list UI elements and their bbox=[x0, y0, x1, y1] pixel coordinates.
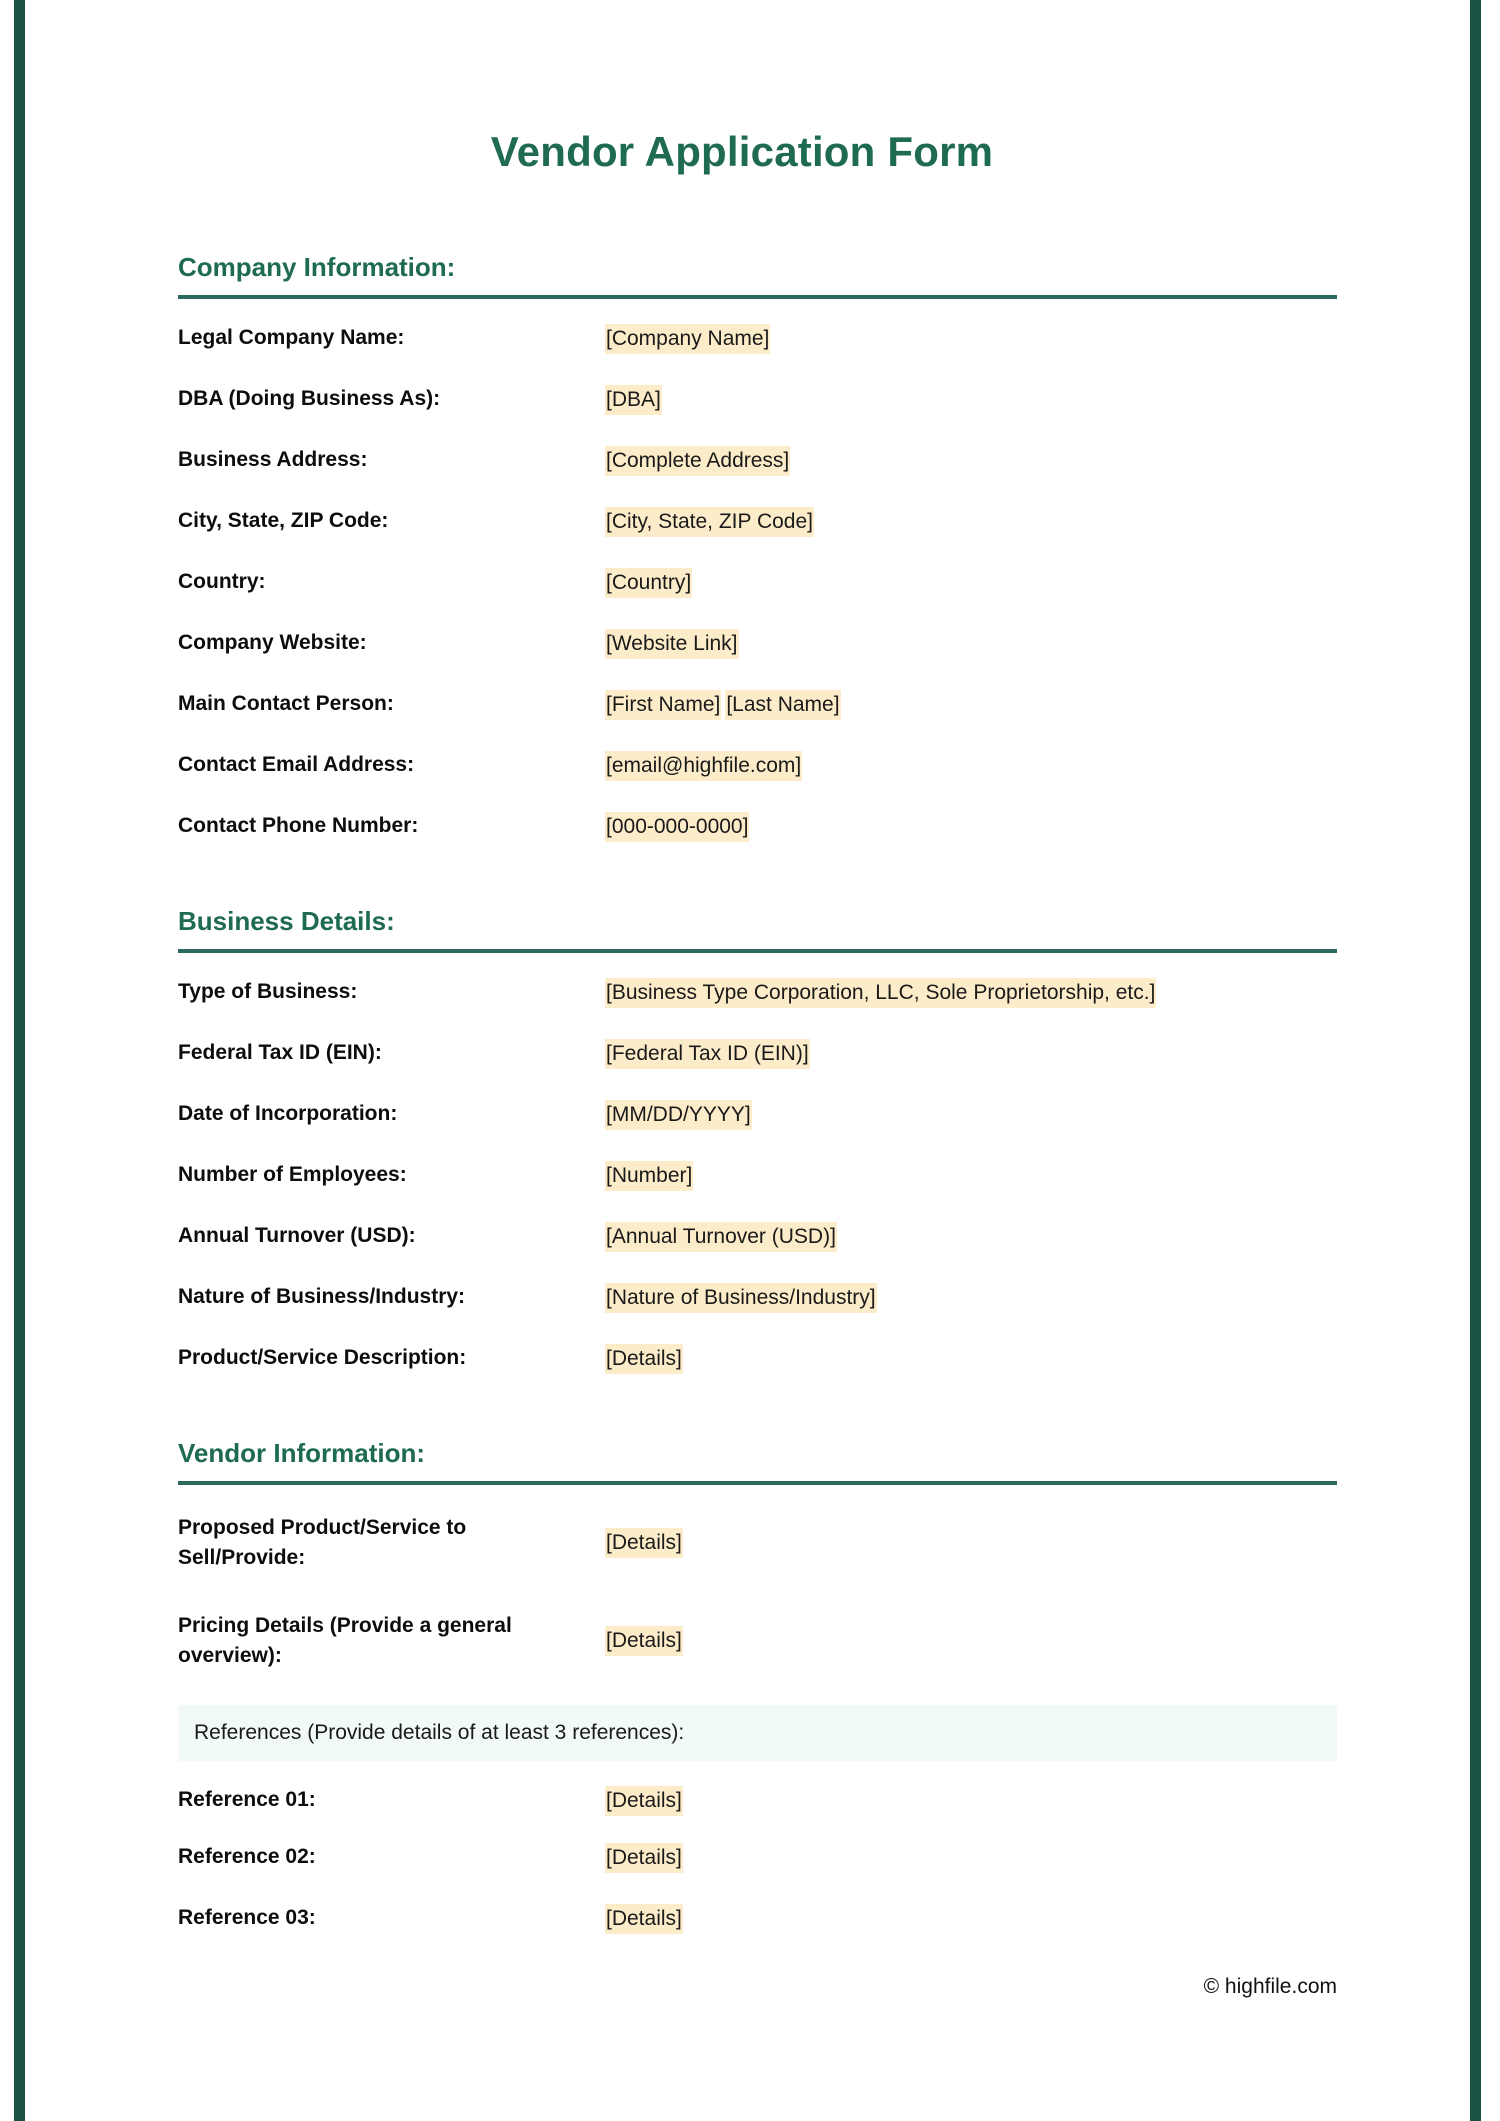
section-company-information bbox=[178, 252, 1337, 856]
field-value-first-name: [First Name] bbox=[605, 690, 721, 720]
field-row-reference-01 bbox=[178, 1765, 1337, 1826]
field-value[interactable] bbox=[605, 1786, 1337, 1815]
field-label: Country: bbox=[178, 570, 266, 594]
field-value[interactable] bbox=[605, 507, 1337, 536]
field-label: Company Website: bbox=[178, 631, 367, 655]
field-row-dba bbox=[178, 368, 1337, 429]
field-row-reference-02 bbox=[178, 1826, 1337, 1887]
field-value[interactable] bbox=[605, 1039, 1337, 1068]
field-label: Contact Phone Number: bbox=[178, 814, 419, 838]
field-row-annual-turnover bbox=[178, 1205, 1337, 1266]
field-row-reference-03 bbox=[178, 1887, 1337, 1948]
field-value[interactable] bbox=[605, 385, 1337, 414]
field-value[interactable] bbox=[605, 1528, 1337, 1557]
section-divider bbox=[178, 949, 1337, 953]
field-value-text: [Business Type Corporation, LLC, Sole Proprietorship, etc.] bbox=[605, 978, 1156, 1008]
field-row-number-of-employees bbox=[178, 1144, 1337, 1205]
section-business-details bbox=[178, 906, 1337, 1388]
field-label: DBA (Doing Business As): bbox=[178, 387, 441, 411]
field-value[interactable] bbox=[605, 1843, 1337, 1872]
field-value[interactable] bbox=[605, 812, 1337, 841]
section-heading-business-details: Business Details: bbox=[178, 906, 395, 936]
field-value-text: [Federal Tax ID (EIN)] bbox=[605, 1039, 810, 1069]
field-value[interactable] bbox=[605, 1161, 1337, 1190]
field-value[interactable] bbox=[605, 1100, 1337, 1129]
field-label: Product/Service Description: bbox=[178, 1346, 467, 1370]
field-value-text: [Details] bbox=[605, 1904, 683, 1934]
field-list-vendor-information bbox=[178, 1493, 1337, 1689]
field-list-references bbox=[178, 1765, 1337, 1948]
section-heading-company-information: Company Information: bbox=[178, 252, 456, 282]
field-label: Reference 01: bbox=[178, 1788, 316, 1812]
field-label: Contact Email Address: bbox=[178, 753, 415, 777]
field-value[interactable] bbox=[605, 324, 1337, 353]
field-value-text: [Nature of Business/Industry] bbox=[605, 1283, 877, 1313]
field-label: City, State, ZIP Code: bbox=[178, 509, 389, 533]
field-value-text: [Complete Address] bbox=[605, 446, 790, 476]
section-heading-vendor-information: Vendor Information: bbox=[178, 1438, 425, 1468]
field-row-contact-phone bbox=[178, 795, 1337, 856]
field-row-legal-company-name bbox=[178, 307, 1337, 368]
field-label: Type of Business: bbox=[178, 980, 358, 1004]
field-row-nature-of-business bbox=[178, 1266, 1337, 1327]
field-row-date-of-incorporation bbox=[178, 1083, 1337, 1144]
field-value-text: [DBA] bbox=[605, 385, 662, 415]
field-list-company-information bbox=[178, 307, 1337, 856]
field-value[interactable] bbox=[605, 568, 1337, 597]
section-vendor-information bbox=[178, 1438, 1337, 1948]
field-value[interactable] bbox=[605, 1222, 1337, 1251]
field-value-text: [email@highfile.com] bbox=[605, 751, 802, 781]
section-divider bbox=[178, 1481, 1337, 1485]
field-label: Reference 03: bbox=[178, 1906, 316, 1930]
field-label: Annual Turnover (USD): bbox=[178, 1224, 416, 1248]
field-value-text: [Details] bbox=[605, 1626, 683, 1656]
field-value[interactable] bbox=[605, 751, 1337, 780]
field-label: Federal Tax ID (EIN): bbox=[178, 1041, 382, 1065]
references-banner bbox=[178, 1705, 1337, 1761]
field-label: Date of Incorporation: bbox=[178, 1102, 398, 1126]
field-value[interactable] bbox=[605, 629, 1337, 658]
field-value-last-name: [Last Name] bbox=[725, 690, 840, 720]
field-row-main-contact-person bbox=[178, 673, 1337, 734]
field-label: Main Contact Person: bbox=[178, 692, 394, 716]
field-row-product-service-description bbox=[178, 1327, 1337, 1388]
field-label: Nature of Business/Industry: bbox=[178, 1285, 466, 1309]
section-divider bbox=[178, 295, 1337, 299]
field-value[interactable] bbox=[605, 1904, 1337, 1933]
field-list-business-details bbox=[178, 961, 1337, 1388]
field-row-city-state-zip bbox=[178, 490, 1337, 551]
field-value[interactable] bbox=[605, 446, 1337, 475]
references-banner-label: References (Provide details of at least 3 references): bbox=[194, 1721, 685, 1744]
field-value-text: [Annual Turnover (USD)] bbox=[605, 1222, 837, 1252]
field-value[interactable] bbox=[605, 1626, 1337, 1655]
field-value-text: [Details] bbox=[605, 1528, 683, 1558]
field-value-text: [Country] bbox=[605, 568, 692, 598]
field-value-text: [000-000-0000] bbox=[605, 812, 749, 842]
field-label: Reference 02: bbox=[178, 1845, 316, 1869]
field-value-text: [Details] bbox=[605, 1786, 683, 1816]
field-row-type-of-business bbox=[178, 961, 1337, 1022]
field-row-proposed-product-service bbox=[178, 1493, 1337, 1591]
field-row-contact-email bbox=[178, 734, 1337, 795]
field-value[interactable] bbox=[605, 1283, 1337, 1312]
field-row-country bbox=[178, 551, 1337, 612]
field-label: Legal Company Name: bbox=[178, 326, 405, 350]
field-label: Business Address: bbox=[178, 448, 368, 472]
field-value-text: [Company Name] bbox=[605, 324, 770, 354]
field-value-text: [Details] bbox=[605, 1344, 683, 1374]
field-value-text: [Number] bbox=[605, 1161, 693, 1191]
field-label: Proposed Product/Service to Sell/Provide: bbox=[178, 1515, 467, 1569]
field-value[interactable] bbox=[605, 978, 1337, 1007]
field-row-federal-tax-id bbox=[178, 1022, 1337, 1083]
field-value-text: [City, State, ZIP Code] bbox=[605, 507, 814, 537]
footer-copyright: © highfile.com bbox=[1203, 1975, 1337, 1998]
field-row-business-address bbox=[178, 429, 1337, 490]
field-value-text: [MM/DD/YYYY] bbox=[605, 1100, 752, 1130]
field-row-pricing-details bbox=[178, 1591, 1337, 1689]
field-label: Number of Employees: bbox=[178, 1163, 407, 1187]
field-value-text: [Details] bbox=[605, 1843, 683, 1873]
page-title: Vendor Application Form bbox=[490, 128, 994, 175]
field-row-company-website bbox=[178, 612, 1337, 673]
field-value[interactable] bbox=[605, 1344, 1337, 1373]
field-value[interactable] bbox=[605, 690, 1337, 719]
field-value-text: [Website Link] bbox=[605, 629, 739, 659]
field-label: Pricing Details (Provide a general overview): bbox=[178, 1613, 512, 1667]
